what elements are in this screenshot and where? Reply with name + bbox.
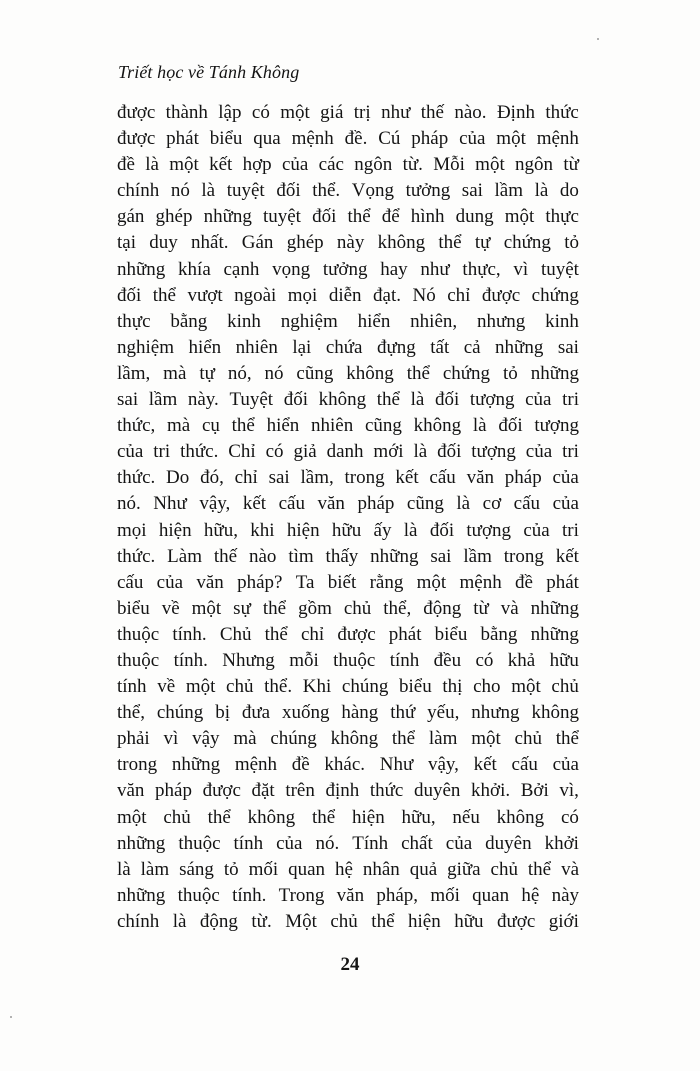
text-line: phải vì vậy mà chúng không thể làm một chủ thể	[117, 728, 579, 750]
text-line: thức, mà cụ thể hiển nhiên cũng không là đối tượng	[117, 415, 579, 437]
text-line: thức. Do đó, chỉ sai lầm, trong kết cấu văn pháp của	[117, 467, 579, 489]
text-line: biểu về một sự thể gồm chủ thể, động từ và những	[117, 597, 579, 619]
text-line: lầm, mà tự nó, nó cũng không thể chứng tỏ những	[117, 362, 579, 384]
text-line: tính về một chủ thể. Khi chúng biểu thị cho một chủ	[117, 676, 579, 698]
text-line: là làm sáng tỏ mối quan hệ nhân quả giữa chủ thể và	[117, 858, 579, 880]
text-line: chính nó là tuyệt đối thể. Vọng tưởng sai lầm là do	[117, 180, 579, 202]
text-line: văn pháp được đặt trên định thức duyên khởi. Bởi vì,	[117, 780, 579, 802]
text-line: thuộc tính. Nhưng mỗi thuộc tính đều có khả hữu	[117, 649, 579, 671]
text-line: mọi hiện hữu, khi hiện hữu ấy là đối tượng của tri	[117, 519, 579, 541]
text-line: được thành lập có một giá trị như thế nào. Định thức	[117, 102, 579, 123]
text-line: của tri thức. Chỉ có giả danh mới là đối tượng của tri	[117, 441, 579, 463]
text-line: những thuộc tính của nó. Tính chất của duyên khởi	[117, 832, 579, 854]
text-line: những thuộc tính. Trong văn pháp, mối quan hệ này	[117, 884, 579, 906]
scan-speck	[597, 38, 599, 40]
text-line: gán ghép những tuyệt đối thể để hình dung một thực	[117, 206, 579, 228]
text-line: thuộc tính. Chủ thể chỉ được phát biểu bằng những	[117, 623, 579, 645]
text-line: đối thể vượt ngoài mọi diễn đạt. Nó chỉ được chứng	[117, 284, 579, 306]
text-line: chính là động từ. Một chủ thể hiện hữu được giới	[117, 910, 579, 932]
text-line: cấu của văn pháp? Ta biết rằng một mệnh đề phát	[117, 571, 579, 593]
text-line: thức. Làm thế nào tìm thấy những sai lầm trong kết	[117, 545, 579, 567]
running-header-title: Triết học về Tánh Không	[118, 62, 300, 82]
page-number: 24	[340, 954, 360, 975]
text-line: trong những mệnh đề khác. Như vậy, kết cấu của	[117, 754, 579, 776]
text-line: nghiệm hiển nhiên lại chứa đựng tất cả những sai	[117, 336, 579, 358]
text-line: nó. Như vậy, kết cấu văn pháp cũng là cơ cấu của	[117, 493, 579, 515]
text-line: tại duy nhất. Gán ghép này không thể tự chứng tỏ	[117, 232, 579, 254]
scan-speck	[10, 1016, 12, 1018]
text-line: sai lầm này. Tuyệt đối không thể là đối tượng của tri	[117, 389, 579, 411]
text-line: một chủ thể không thể hiện hữu, nếu không có	[117, 806, 579, 828]
body-paragraph	[117, 100, 579, 935]
text-line: đề là một kết hợp của các ngôn từ. Mỗi một ngôn từ	[117, 154, 579, 176]
text-line: những khía cạnh vọng tưởng hay như thực, vì tuyệt	[117, 258, 579, 280]
text-line: được phát biểu qua mệnh đề. Cú pháp của một mệnh	[117, 128, 579, 150]
text-line: thể, chúng bị đưa xuống hàng thứ yếu, nhưng không	[117, 702, 579, 724]
text-line: thực bằng kinh nghiệm hiển nhiên, nhưng kinh	[117, 310, 579, 332]
